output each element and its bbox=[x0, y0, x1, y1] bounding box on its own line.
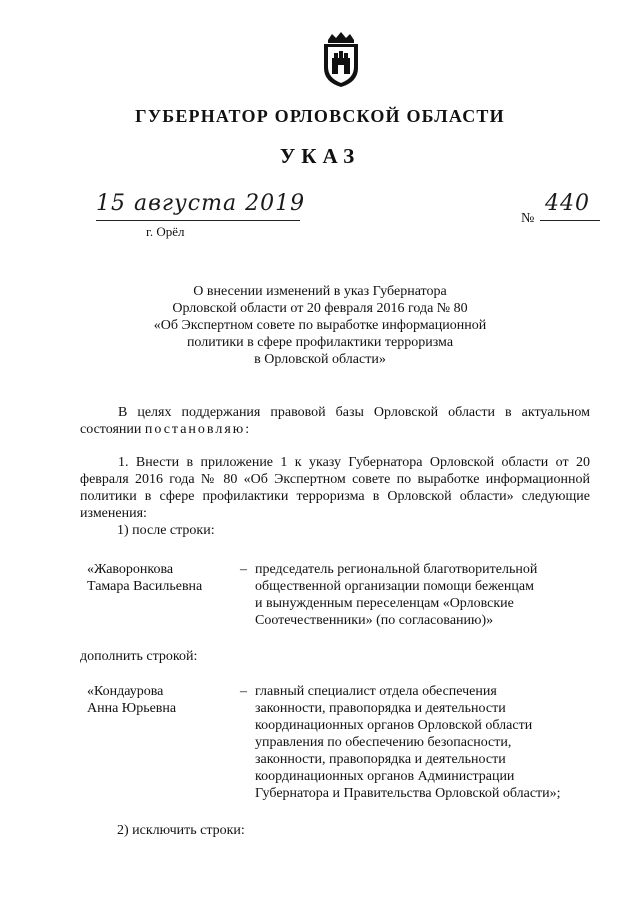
entry-2-surname: «Кондаурова bbox=[87, 684, 164, 699]
handwritten-number: 440 bbox=[545, 191, 590, 216]
subpoint-1: 1) после строки: bbox=[117, 523, 215, 538]
entry-2-desc-line: управления по обеспечению безопасности, bbox=[255, 735, 512, 750]
entry-1-given-names: Тамара Васильевна bbox=[87, 579, 203, 594]
entry-2-desc-line: законности, правопорядка и деятельности bbox=[255, 701, 506, 716]
number-underline bbox=[540, 220, 600, 221]
entry-1-dash: – bbox=[240, 562, 247, 577]
date-underline bbox=[96, 220, 300, 221]
title-line: политики в сфере профилактики терроризма bbox=[186, 335, 454, 350]
title-line: Орловской области от 20 февраля 2016 года № 80 bbox=[172, 301, 468, 316]
preamble-text: В целях поддержания правовой базы Орловской области в актуальном состоянии bbox=[80, 405, 590, 437]
entry-1-surname: «Жаворонкова bbox=[87, 562, 174, 577]
preamble-end: : bbox=[245, 422, 250, 437]
entry-1-description bbox=[255, 561, 595, 629]
entry-1-name bbox=[87, 561, 202, 595]
preamble-keyword: постановляю bbox=[144, 422, 246, 437]
entry-2-given-names: Анна Юрьевна bbox=[87, 701, 177, 716]
title-line: «Об Экспертном совете по выработке информационной bbox=[153, 318, 487, 333]
entry-2-desc-line: координационных органов Администрации bbox=[255, 769, 515, 784]
title-line: О внесении изменений в указ Губернатора bbox=[193, 284, 447, 299]
entry-1-desc-line: Соотечественники» (по согласованию)» bbox=[255, 613, 494, 628]
issuer-title: ГУБЕРНАТОР ОРЛОВСКОЙ ОБЛАСТИ bbox=[135, 106, 505, 126]
document-type: УКАЗ bbox=[279, 144, 361, 168]
entry-2-name bbox=[87, 683, 176, 717]
entry-1-desc-line: председатель региональной благотворительной bbox=[255, 562, 538, 577]
handwritten-date: 15 августа 2019 bbox=[96, 191, 306, 216]
title-line: в Орловской области» bbox=[254, 352, 386, 367]
subpoint-2: 2) исключить строки: bbox=[117, 823, 245, 838]
point-1-paragraph: 1. Внести в приложение 1 к указу Губернатора Орловской области от 20 февраля 2016 года № 80 «Об Экспертном совете по выработке информационной политики в сфере профилактики терроризма в Орловской области» следующие изменения: bbox=[80, 455, 590, 521]
preamble-paragraph bbox=[80, 404, 590, 438]
entry-2-dash: – bbox=[240, 684, 247, 699]
entry-2-desc-line: законности, правопорядка и деятельности bbox=[255, 752, 506, 767]
entry-2-desc-line: координационных органов Орловской области bbox=[255, 718, 533, 733]
coat-of-arms-icon bbox=[318, 30, 364, 88]
entry-2-desc-line: Губернатора и Правительства Орловской области»; bbox=[255, 786, 561, 801]
city-label: г. Орёл bbox=[146, 224, 185, 239]
add-line-label: дополнить строкой: bbox=[80, 649, 198, 664]
entry-2-desc-line: главный специалист отдела обеспечения bbox=[255, 684, 497, 699]
entry-1-desc-line: общественной организации помощи беженцам bbox=[255, 579, 534, 594]
document-title bbox=[100, 283, 540, 368]
number-sign: № bbox=[521, 211, 535, 226]
entry-1-desc-line: и вынужденным переселенцам «Орловские bbox=[255, 596, 514, 611]
entry-2-description bbox=[255, 683, 595, 802]
